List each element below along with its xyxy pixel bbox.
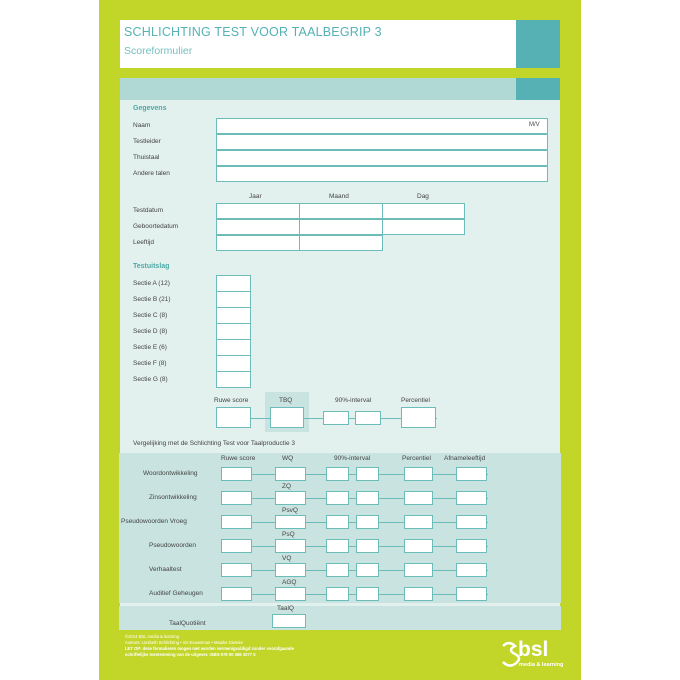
zinsontwikkeling-percentiel[interactable] xyxy=(404,491,433,505)
verhaaltest-afnameleeftijd[interactable] xyxy=(456,563,487,577)
label-taalquotient: TaalQuotiënt xyxy=(169,620,206,627)
label-testleider: Testleider xyxy=(133,138,161,145)
col-maand: Maand xyxy=(329,193,349,200)
zinsontwikkeling-quotient[interactable] xyxy=(275,491,306,505)
pseudowoorden-afnameleeftijd[interactable] xyxy=(456,539,487,553)
bsl-logo-text: bsl xyxy=(518,638,549,661)
pseudowoorden-percentiel[interactable] xyxy=(404,539,433,553)
row-label-pseudowoorden: Pseudowoorden xyxy=(149,542,196,549)
leeftijd-jaar[interactable] xyxy=(216,235,300,251)
zinsontwikkeling-ruwe-score[interactable] xyxy=(221,491,252,505)
sectie-c-score[interactable] xyxy=(216,307,251,324)
score-form-page xyxy=(99,0,581,680)
woordontwikkeling-percentiel[interactable] xyxy=(404,467,433,481)
header-accent-block xyxy=(516,20,560,68)
verhaaltest-percentiel[interactable] xyxy=(404,563,433,577)
pseudowoorden-vroeg-percentiel[interactable] xyxy=(404,515,433,529)
pseudowoorden-interval-high[interactable] xyxy=(356,539,379,553)
label-leeftijd: Leeftijd xyxy=(133,239,154,246)
verhaaltest-interval-high[interactable] xyxy=(356,563,379,577)
pseudowoorden-quotient[interactable] xyxy=(275,539,306,553)
pseudowoorden-vroeg-quotient[interactable] xyxy=(275,515,306,529)
label-taalq: TaalQ xyxy=(277,605,294,612)
sectie-e-score[interactable] xyxy=(216,339,251,356)
auditief-geheugen-afnameleeftijd[interactable] xyxy=(456,587,487,601)
col-tbq: TBQ xyxy=(279,397,293,404)
taalq-score[interactable] xyxy=(272,614,306,628)
section-gegevens: Gegevens xyxy=(133,105,167,112)
testleider-field[interactable] xyxy=(216,134,548,150)
pseudowoorden-vroeg-afnameleeftijd[interactable] xyxy=(456,515,487,529)
woordontwikkeling-ruwe-score[interactable] xyxy=(221,467,252,481)
row-label-auditief-geheugen: Auditief Geheugen xyxy=(149,590,203,597)
geboortedatum-maand[interactable] xyxy=(299,219,383,235)
verhaaltest-quotient[interactable] xyxy=(275,563,306,577)
label-thuistaal: Thuistaal xyxy=(133,154,160,161)
row-label-pseudowoorden-vroeg: Pseudowoorden Vroeg xyxy=(121,518,187,525)
pseudowoorden-interval-low[interactable] xyxy=(326,539,349,553)
col-ruwe-score: Ruwe score xyxy=(214,397,249,404)
form-subtitle: Scoreformulier xyxy=(124,45,193,57)
row-q-label-pseudowoorden-vroeg: PsvQ xyxy=(282,507,298,514)
vg-col-afnameleeftijd: Afnameleeftijd xyxy=(444,455,486,462)
label-sectie-c: Sectie C (8) xyxy=(133,312,168,319)
footer-authors: Auteurs: Liesbeth Schlichting • Iris Eeuwsman • Maaike Dieteke xyxy=(125,640,243,645)
tbq-interval-high[interactable] xyxy=(355,411,381,425)
label-testdatum: Testdatum xyxy=(133,207,163,214)
form-title: SCHLICHTING TEST VOOR TAALBEGRIP 3 xyxy=(124,25,382,39)
sectie-f-score[interactable] xyxy=(216,355,251,372)
auditief-geheugen-interval-high[interactable] xyxy=(356,587,379,601)
zinsontwikkeling-afnameleeftijd[interactable] xyxy=(456,491,487,505)
vergelijking-title: Vergelijking met de Schlichting Test voor Taalproductie 3 xyxy=(133,440,295,447)
mv-marker: M/V xyxy=(529,122,540,128)
vg-col-wq: WQ xyxy=(282,455,294,462)
label-sectie-d: Sectie D (8) xyxy=(133,328,168,335)
tbq-score[interactable] xyxy=(270,407,304,428)
sectie-g-score[interactable] xyxy=(216,371,251,388)
panel-band-accent xyxy=(516,78,560,100)
label-sectie-b: Sectie B (21) xyxy=(133,296,171,303)
verhaaltest-ruwe-score[interactable] xyxy=(221,563,252,577)
form-header xyxy=(120,20,560,68)
geboortedatum-dag[interactable] xyxy=(382,219,465,235)
vg-col-percentiel: Percentiel xyxy=(402,455,431,462)
testdatum-maand[interactable] xyxy=(299,203,383,219)
vg-col-ruwe-score: Ruwe score xyxy=(221,455,256,462)
auditief-geheugen-ruwe-score[interactable] xyxy=(221,587,252,601)
testdatum-jaar[interactable] xyxy=(216,203,300,219)
label-naam: Naam xyxy=(133,122,151,129)
footer-notice: LET OP: deze formulieren mogen niet worden vermenigvuldigd zonder voorafgaande xyxy=(125,646,294,651)
woordontwikkeling-quotient[interactable] xyxy=(275,467,306,481)
naam-field[interactable] xyxy=(216,118,548,134)
col-jaar: Jaar xyxy=(249,193,262,200)
tbq-interval-low[interactable] xyxy=(323,411,349,425)
label-sectie-f: Sectie F (8) xyxy=(133,360,167,367)
footer-copyright: ©2014 BSL media & learning xyxy=(125,634,179,639)
row-label-woordontwikkeling: Woordontwikkeling xyxy=(143,470,198,477)
label-geboortedatum: Geboortedatum xyxy=(133,223,179,230)
vg-col-90-interval: 90%-interval xyxy=(334,455,371,462)
pseudowoorden-vroeg-interval-low[interactable] xyxy=(326,515,349,529)
label-andere-talen: Andere talen xyxy=(133,170,170,177)
col-dag: Dag xyxy=(417,193,429,200)
geboortedatum-jaar[interactable] xyxy=(216,219,300,235)
label-sectie-g: Sectie G (8) xyxy=(133,376,168,383)
pseudowoorden-vroeg-ruwe-score[interactable] xyxy=(221,515,252,529)
row-q-label-auditief-geheugen: AGQ xyxy=(282,579,297,586)
tbq-ruwe-score[interactable] xyxy=(216,407,251,428)
sectie-b-score[interactable] xyxy=(216,291,251,308)
row-q-label-zinsontwikkeling: ZQ xyxy=(282,483,292,490)
row-q-label-verhaaltest: VQ xyxy=(282,555,292,562)
leeftijd-maand[interactable] xyxy=(299,235,383,251)
col-percentiel: Percentiel xyxy=(401,397,430,404)
sectie-a-score[interactable] xyxy=(216,275,251,292)
verhaaltest-interval-low[interactable] xyxy=(326,563,349,577)
row-q-label-pseudowoorden: PsQ xyxy=(282,531,295,538)
woordontwikkeling-afnameleeftijd[interactable] xyxy=(456,467,487,481)
auditief-geheugen-percentiel[interactable] xyxy=(404,587,433,601)
pseudowoorden-vroeg-interval-high[interactable] xyxy=(356,515,379,529)
panel-band xyxy=(120,78,560,100)
row-label-verhaaltest: Verhaaltest xyxy=(149,566,182,573)
andere-talen-field[interactable] xyxy=(216,166,548,182)
auditief-geheugen-interval-low[interactable] xyxy=(326,587,349,601)
auditief-geheugen-quotient[interactable] xyxy=(275,587,306,601)
thuistaal-field[interactable] xyxy=(216,150,548,166)
zinsontwikkeling-interval-low[interactable] xyxy=(326,491,349,505)
woordontwikkeling-interval-high[interactable] xyxy=(356,467,379,481)
pseudowoorden-ruwe-score[interactable] xyxy=(221,539,252,553)
bsl-logo-subtitle: media & learning xyxy=(519,662,564,668)
woordontwikkeling-interval-low[interactable] xyxy=(326,467,349,481)
tbq-percentiel[interactable] xyxy=(401,407,436,428)
footer-isbn: schriftelijke toestemming van de uitgever. ISBN 978 90 368 3077 5 xyxy=(125,652,256,657)
sectie-d-score[interactable] xyxy=(216,323,251,340)
row-label-zinsontwikkeling: Zinsontwikkeling xyxy=(149,494,197,501)
zinsontwikkeling-interval-high[interactable] xyxy=(356,491,379,505)
testdatum-dag[interactable] xyxy=(382,203,465,219)
section-testuitslag: Testuitslag xyxy=(133,263,170,270)
label-sectie-e: Sectie E (6) xyxy=(133,344,167,351)
label-sectie-a: Sectie A (12) xyxy=(133,280,170,287)
col-90-interval: 90%-interval xyxy=(335,397,372,404)
